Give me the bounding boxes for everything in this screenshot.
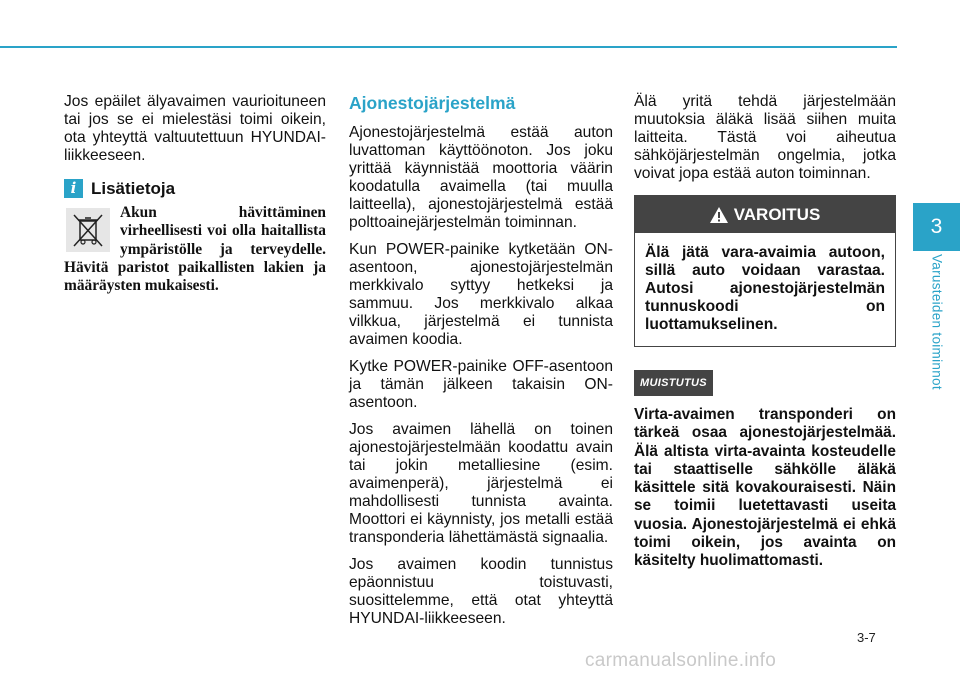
- intro-paragraph: Jos epäilet älyavaimen vaurioituneen tai jos se ei mielestäsi toimi oikein, ota yhteyttä valtuutettuun HYUNDAI-liikkeeseen.: [64, 93, 326, 164]
- column-right: [634, 93, 896, 571]
- crossed-out-bin-icon: [66, 208, 110, 252]
- notice-text: Virta-avaimen transponderi on tärkeä osaa ajonestojärjestelmää. Älä altista virta-avainta kosteudelle tai staattiselle sähkölle äläkä käsittele sitä kovakouraisesti. Näin se toimii luetettavasti useita vuosia. Ajonestojärjestelmä ei ehkä toimi oikein, jos avainta on käsitelty huolimattomasti.: [634, 406, 896, 570]
- watermark: carmanualsonline.info: [585, 650, 777, 671]
- info-body: [64, 204, 326, 295]
- chapter-title-vertical: [914, 254, 960, 404]
- warning-triangle-icon: [710, 207, 728, 223]
- chapter-title: Varusteiden toiminnot: [929, 254, 945, 390]
- column-middle: [349, 93, 613, 637]
- warning-header: [635, 196, 895, 233]
- info-text: Akun hävittäminen virheellisesti voi olla haitallista ympäristölle ja terveydelle. Hävitä paristot paikallisten lakien ja määräysten mukaisesti.: [64, 204, 326, 295]
- paragraph: Jos avaimen koodin tunnistus epäonnistuu toistuvasti, suosittelemme, että otat yhteyttä HYUNDAI-liikkeeseen.: [349, 556, 613, 627]
- info-icon: i: [64, 179, 83, 198]
- section-title: Ajonestojärjestelmä: [349, 93, 516, 113]
- warning-text: Älä jätä vara-avaimia autoon, sillä auto voidaan varastaa. Autosi ajonestojärjestelmän tunnuskoodi on luottamukselinen.: [645, 244, 885, 333]
- paragraph: Ajonestojärjestelmä estää auton luvattoman käyttöönoton. Jos joku yrittää käynnistää moottoria väärin koodatulla avaimella (tai muulla laitteella), ajonestojärjestelmä estää polttoainejärjestelmän toiminnan.: [349, 124, 613, 231]
- intro-paragraph: Älä yritä tehdä järjestelmään muutoksia äläkä lisää siihen muita laitteita. Tästä voi aiheutua sähköjärjestelmän ongelmia, jotka voivat jopa estää auton toiminnan.: [634, 93, 896, 182]
- info-header: [64, 179, 326, 198]
- header-rule: [0, 46, 897, 48]
- paragraph: Jos avaimen lähellä on toinen ajonestojärjestelmään koodattu avain tai jokin metalliesine (esim. avaimenperä), järjestelmä ei mahdollisesti tunnista avainta. Moottori ei käynnisty, jos metalli estää transponderia lähettämästä signaalia.: [349, 421, 613, 546]
- notice-badge: MUISTUTUS: [634, 370, 713, 396]
- warning-box: [634, 195, 896, 347]
- info-title: Lisätietoja: [91, 178, 176, 198]
- paragraph: Kun POWER-painike kytketään ON-asentoon, ajonestojärjestelmän merkkivalo syttyy hetkeksi ja sammuu. Jos merkkivalo alkaa vilkkua, järjestelmä ei tunnista avaimen koodia.: [349, 241, 613, 348]
- warning-label: VAROITUS: [733, 204, 821, 224]
- column-left: [64, 93, 326, 295]
- chapter-tab: 3: [913, 203, 960, 251]
- paragraph: Kytke POWER-painike OFF-asentoon ja tämän jälkeen takaisin ON-asentoon.: [349, 358, 613, 411]
- page-number: 3-7: [857, 630, 876, 645]
